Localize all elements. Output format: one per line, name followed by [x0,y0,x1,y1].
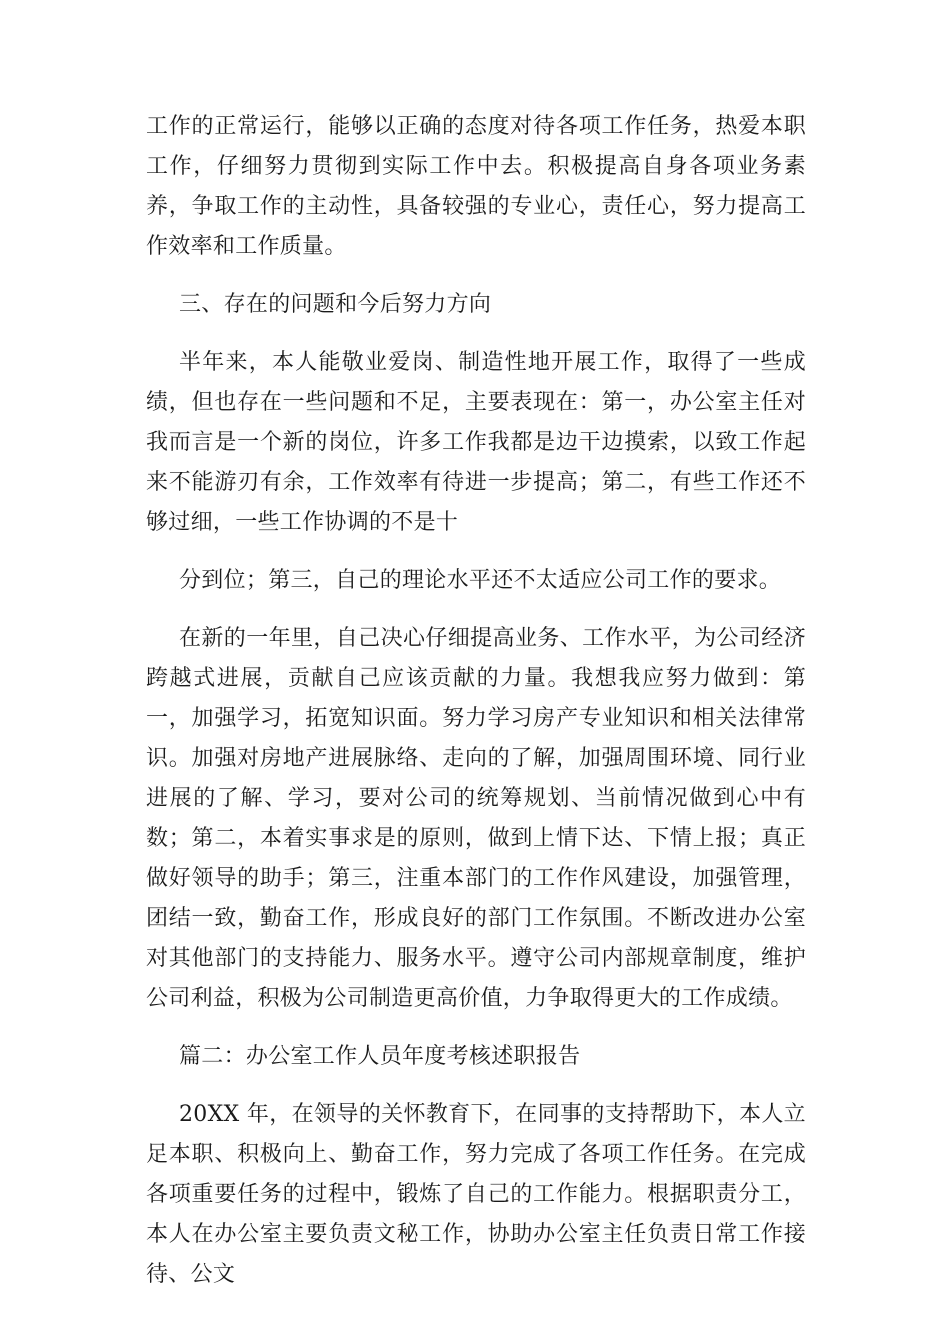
part-two-title: 篇二：办公室工作人员年度考核述职报告 [179,1044,581,1069]
paragraph-annual-report: 20XX 年，在领导的关怀教育下，在同事的支持帮助下，本人立足本职、积极向上、勤奋工作，努力完成了各项工作任务。在完成各项重要任务的过程中，锻炼了自己的工作能力。根据职责分工，本人在办公室主要负责文秘工作，协助办公室主任负责日常工作接待、公文 [146,1102,806,1287]
section-heading-problems: 三、存在的问题和今后努力方向 [179,292,492,317]
paragraph-future-plans: 在新的一年里，自己决心仔细提高业务、工作水平，为公司经济跨越式进展，贡献自己应该贡献的力量。我想我应努力做到：第一，加强学习，拓宽知识面。努力学习房产专业知识和相关法律常识。加强对房地产进展脉络、走向的了解，加强周围环境、同行业进展的了解、学习，要对公司的统筹规划、当前情况做到心中有数；第二，本着实事求是的原则，做到上情下达、下情上报；真正做好领导的助手；第三，注重本部门的工作作风建设，加强管理，团结一致，勤奋工作，形成良好的部门工作氛围。不断改进办公室对其他部门的支持能力、服务水平。遵守公司内部规章制度，维护公司利益，积极为公司制造更高价值，力争取得更大的工作成绩。 [146,626,806,1011]
paragraph-problems: 半年来，本人能敬业爱岗、制造性地开展工作，取得了一些成绩，但也存在一些问题和不足，主要表现在：第一，办公室主任对我而言是一个新的岗位，许多工作我都是边干边摸索，以致工作起来不能游刃有余，工作效率有待进一步提高；第二，有些工作还不够过细，一些工作协调的不是十 [146,350,806,535]
document-page [146,107,806,1313]
paragraph-work-attitude: 工作的正常运行，能够以正确的态度对待各项工作任务，热爱本职工作，仔细努力贯彻到实际工作中去。积极提高自身各项业务素养，争取工作的主动性，具备较强的专业心，责任心，努力提高工作效率和工作质量。 [146,114,806,259]
paragraph-problems-continued: 分到位；第三，自己的理论水平还不太适应公司工作的要求。 [179,568,782,593]
